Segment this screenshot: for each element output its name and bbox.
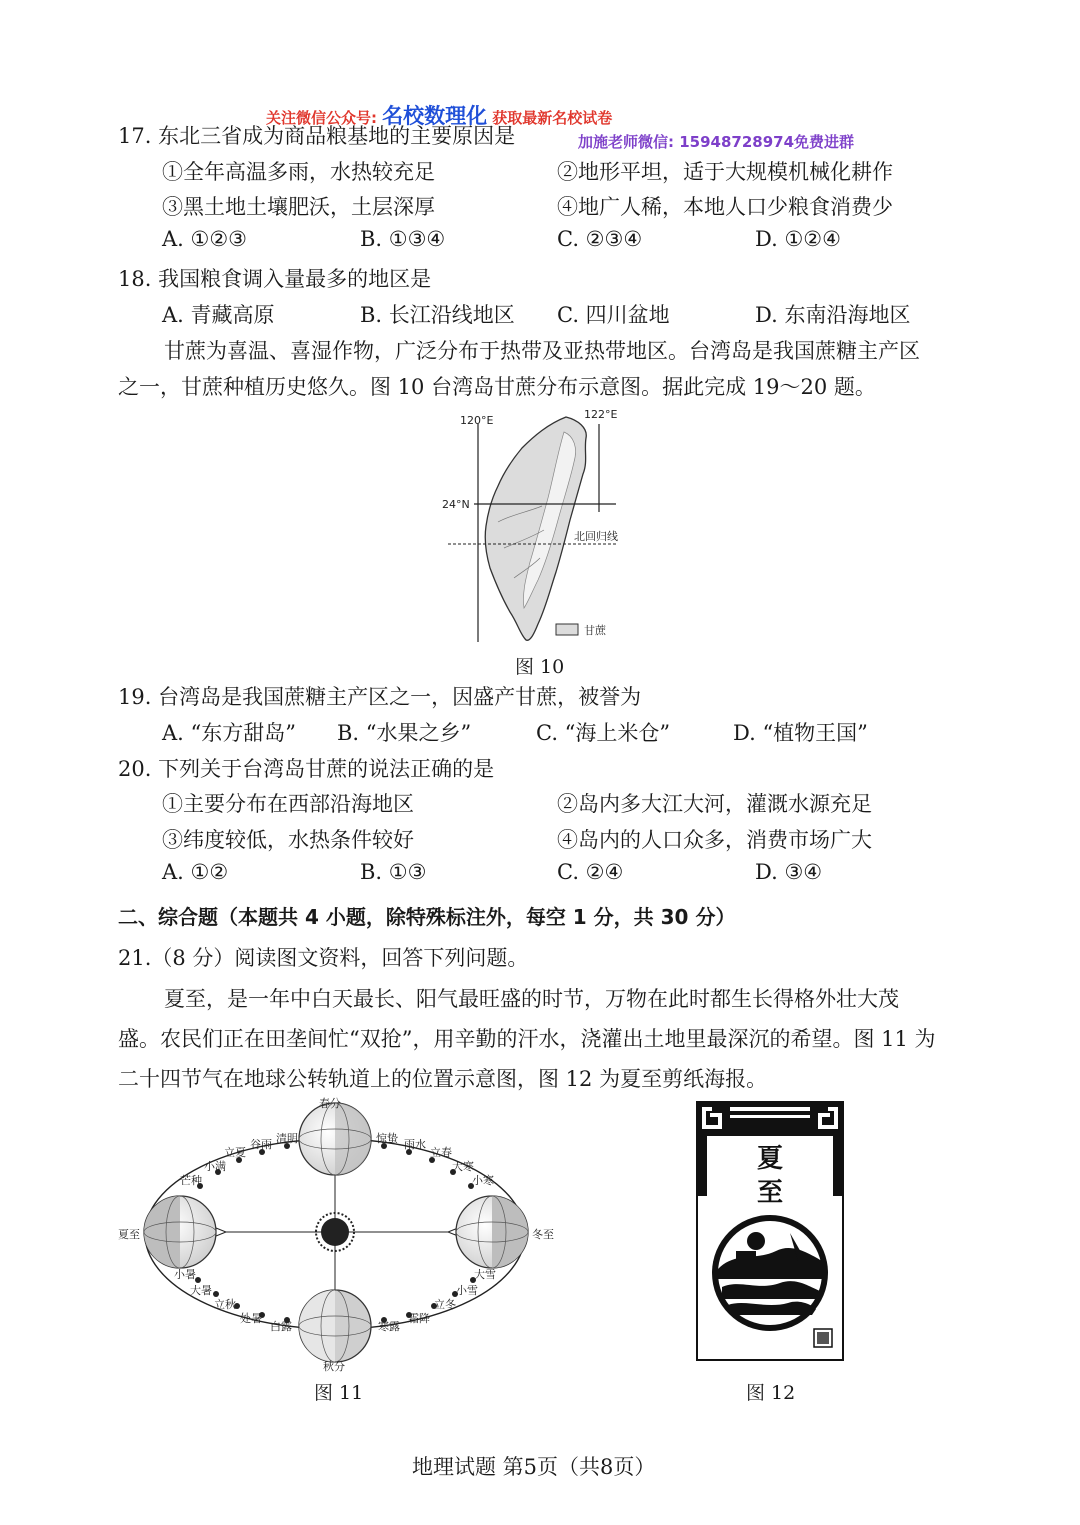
label-xiaohan: 小寒	[472, 1174, 494, 1187]
q20-option-d: D. ③④	[755, 860, 823, 884]
q20-option-c: C. ②④	[557, 860, 624, 884]
label-yushui: 雨水	[404, 1138, 426, 1151]
earth-dongzhi	[456, 1196, 528, 1268]
label-chunfen: 春分	[319, 1097, 341, 1110]
label-chushu: 处暑	[240, 1312, 262, 1325]
q17-option-c: C. ②③④	[557, 227, 643, 251]
q18-option-d: D. 东南沿海地区	[755, 303, 911, 327]
q20-option-b: B. ①③	[360, 860, 427, 884]
watermark-text-right: 获取最新名校试卷	[492, 109, 613, 127]
arrow-head	[216, 1228, 226, 1236]
label-mangzhong: 芒种	[180, 1174, 202, 1187]
q20-stem: 20. 下列关于台湾岛甘蔗的说法正确的是	[118, 757, 495, 781]
q17-option-d: D. ①②④	[755, 227, 841, 251]
legend-label: 甘蔗	[584, 624, 606, 637]
q17-statement-4: ④地广人稀，本地人口少粮食消费少	[557, 195, 893, 219]
label-jingzhe: 惊蛰	[376, 1132, 398, 1145]
q20-statement-2: ②岛内多大江大河，灌溉水源充足	[557, 792, 872, 816]
q20-statement-3: ③纬度较低，水热条件较好	[162, 828, 414, 852]
q21-stem: 21.（8 分）阅读图文资料，回答下列问题。	[118, 946, 529, 970]
q17-option-b: B. ①③④	[360, 227, 446, 251]
earth-xiazhi	[144, 1196, 216, 1268]
poster-char-xia: 夏	[756, 1144, 784, 1174]
lon-122-label: 122°E	[584, 408, 618, 421]
legend-swatch	[556, 624, 578, 635]
label-daxue: 大雪	[474, 1268, 496, 1281]
label-qingming: 清明	[276, 1132, 298, 1145]
label-qiufen: 秋分	[323, 1360, 345, 1373]
label-dongzhi: 冬至	[532, 1228, 554, 1241]
label-lidong: 立冬	[434, 1298, 456, 1311]
q18-option-b: B. 长江沿线地区	[360, 303, 515, 327]
earth-chunfen	[299, 1103, 371, 1175]
label-dahan: 大寒	[452, 1160, 474, 1173]
label-bailu: 白露	[270, 1320, 292, 1333]
q19-option-d: D. “植物王国”	[733, 721, 868, 745]
q19-option-b: B. “水果之乡”	[337, 721, 472, 745]
label-xiaoshu: 小暑	[174, 1268, 196, 1281]
section-2-title: 二、综合题（本题共 4 小题，除特殊标注外，每空 1 分，共 30 分）	[118, 905, 736, 929]
q19-option-a: A. “东方甜岛”	[162, 721, 296, 745]
q20-statement-1: ①主要分布在西部沿海地区	[162, 792, 414, 816]
q18-option-a: A. 青藏高原	[162, 303, 275, 327]
label-liqiu: 立秋	[214, 1298, 236, 1311]
fig12-caption: 图 12	[746, 1382, 796, 1404]
solar-terms-orbit-diagram	[112, 1094, 572, 1376]
sun-symbol	[321, 1218, 349, 1246]
q17-statement-3: ③黑土地土壤肥沃，土层深厚	[162, 195, 435, 219]
fig11-caption: 图 11	[314, 1382, 364, 1404]
passage-line-1: 甘蔗为喜温、喜湿作物，广泛分布于热带及亚热带地区。台湾岛是我国蔗糖主产区	[164, 339, 920, 363]
label-lixia: 立夏	[224, 1146, 246, 1159]
q18-option-c: C. 四川盆地	[557, 303, 670, 327]
passage-line-2: 之一，甘蔗种植历史悠久。图 10 台湾岛甘蔗分布示意图。据此完成 19～20 题。	[118, 375, 876, 399]
label-xiazhi: 夏至	[118, 1228, 140, 1241]
label-lichun: 立春	[430, 1146, 452, 1159]
label-dashu: 大暑	[190, 1284, 212, 1297]
label-hanlu: 寒露	[378, 1320, 400, 1333]
label-xiaoxue: 小雪	[456, 1284, 478, 1297]
page-footer: 地理试题 第5页（共8页）	[412, 1455, 656, 1479]
earth-qiufen	[299, 1290, 371, 1362]
xiazhi-papercut-poster	[696, 1101, 844, 1361]
watermark-text-left: 关注微信公众号:	[266, 109, 377, 127]
q21-passage-line-2: 盛。农民们正在田垄间忙“双抢”，用辛勤的汗水，浇灌出土地里最深沉的希望。图 11 为	[118, 1027, 936, 1051]
q17-stem: 17. 东北三省成为商品粮基地的主要原因是	[118, 124, 516, 148]
label-guyu: 谷雨	[250, 1138, 272, 1151]
lat-24n-label: 24°N	[442, 498, 470, 511]
q19-stem: 19. 台湾岛是我国蔗糖主产区之一，因盛产甘蔗，被誉为	[118, 685, 642, 709]
q17-statement-1: ①全年高温多雨，水热较充足	[162, 160, 435, 184]
q17-statement-2: ②地形平坦，适于大规模机械化耕作	[557, 160, 893, 184]
poster-char-zhi: 至	[756, 1178, 784, 1208]
lon-120-label: 120°E	[460, 414, 494, 427]
taiwan-sugarcane-map	[438, 402, 638, 647]
q17-option-a: A. ①②③	[162, 227, 247, 251]
q21-passage-line-3: 二十四节气在地球公转轨道上的位置示意图，图 12 为夏至剪纸海报。	[118, 1067, 768, 1091]
q19-option-c: C. “海上米仓”	[536, 721, 671, 745]
q20-statement-4: ④岛内的人口众多，消费市场广大	[557, 828, 872, 852]
q20-option-a: A. ①②	[162, 860, 229, 884]
label-shuangjiang: 霜降	[408, 1312, 430, 1325]
q21-passage-line-1: 夏至，是一年中白天最长、阳气最旺盛的时节，万物在此时都生长得格外壮大茂	[164, 987, 899, 1011]
fig10-caption: 图 10	[515, 656, 565, 678]
watermark-line2: 加施老师微信: 15948728974免费进群	[578, 133, 855, 151]
q18-stem: 18. 我国粮食调入量最多的地区是	[118, 267, 432, 291]
watermark-brand: 名校数理化	[382, 104, 488, 128]
tropic-label: 北回归线	[574, 530, 618, 543]
label-xiaoman: 小满	[204, 1160, 226, 1173]
